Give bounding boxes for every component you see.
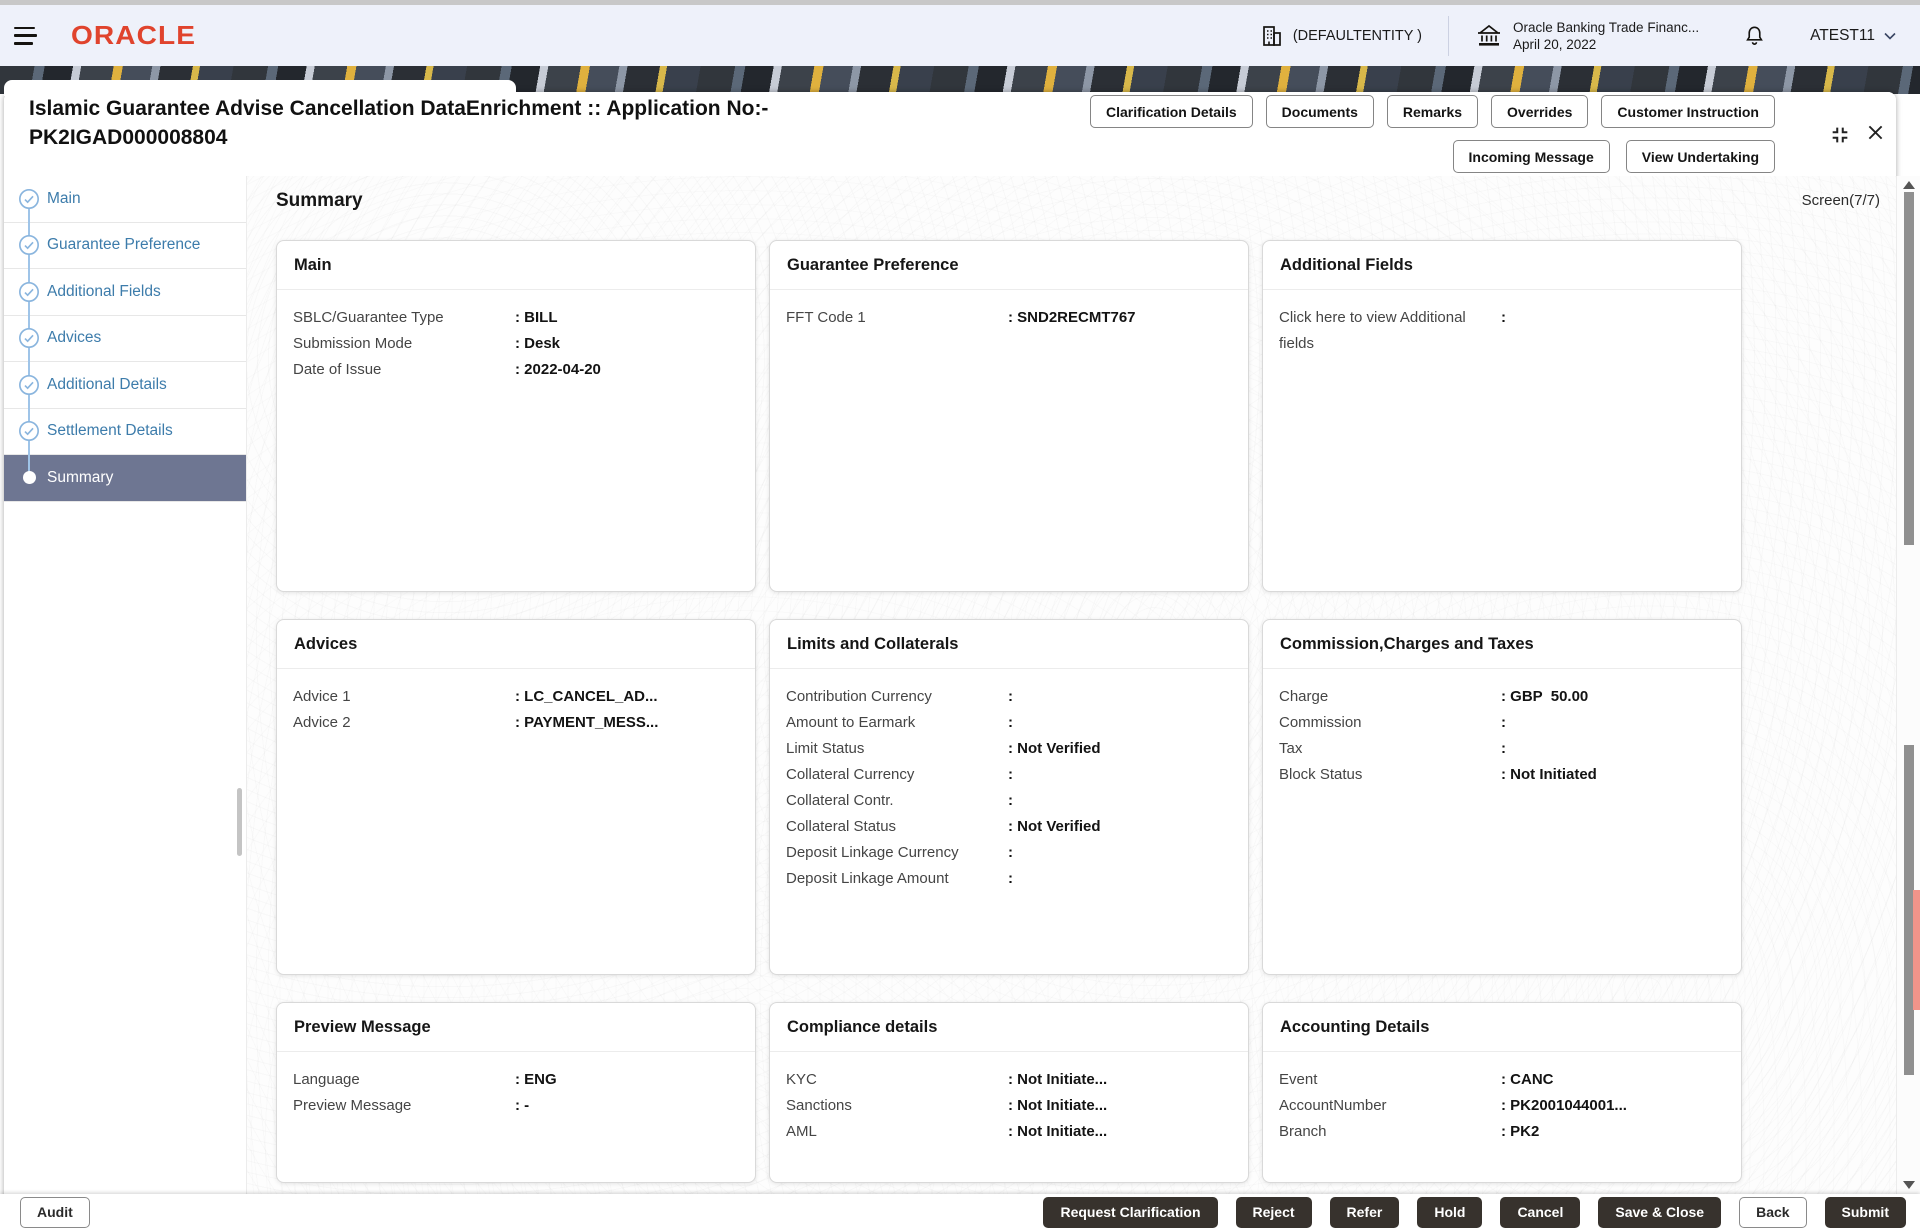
entity-label: (DEFAULTENTITY ) [1292,27,1422,44]
field-value: : Desk [515,335,561,352]
field-label: Advice 2 [293,714,351,731]
field-label: Amount to Earmark [786,714,916,731]
field-row [1279,305,1725,357]
page-title-line2: PK2IGAD000008804 [29,126,228,149]
field-label: Language [293,1071,360,1088]
field-row [293,1093,739,1119]
field-label: Preview Message [293,1097,412,1114]
field-row [293,357,739,383]
field-row [293,684,739,710]
step-check-icon [18,327,40,349]
field-value: : [1501,309,1506,326]
page-title [29,94,768,152]
field-label: SBLC/Guarantee Type [293,309,444,326]
field-label: Branch [1279,1123,1327,1140]
hamburger-menu-icon[interactable] [12,26,38,46]
sidebar-item-summary[interactable] [4,455,246,502]
field-row [293,305,739,331]
sidebar-item-label: Settlement Details [47,422,173,440]
sidebar-item-label: Guarantee Preference [47,236,201,254]
step-check-icon [18,234,40,256]
sidebar-item-settlement-details[interactable] [4,409,246,456]
field-value: : - [515,1097,530,1114]
field-label: Advice 1 [293,688,351,705]
footer-actions [1043,1197,1920,1228]
field-label: Tax [1279,740,1303,757]
field-label: KYC [786,1071,817,1088]
field-label: Date of Issue [293,361,382,378]
field-label: Sanctions [786,1097,852,1114]
app-info-text [1513,19,1699,53]
field-value: : Not Verified [1008,818,1101,835]
field-row [786,1067,1232,1093]
vertical-scrollbar[interactable] [1896,176,1920,1194]
field-value: : SND2RECMT767 [1008,309,1136,326]
field-row [786,762,1232,788]
main-panel [4,92,1896,1230]
overrides-button[interactable]: Overrides [1491,95,1588,128]
card-title: Advices [277,620,755,669]
scroll-up-arrow[interactable] [1903,181,1915,189]
card-limits-and-collaterals[interactable] [769,619,1249,975]
scroll-down-arrow[interactable] [1903,1181,1915,1189]
field-label: Submission Mode [293,335,413,352]
user-name: ATEST11 [1810,26,1875,44]
scrollbar-red-marker [1913,890,1920,1010]
user-menu[interactable] [1810,27,1898,45]
field-value: : LC_CANCEL_AD... [515,688,658,705]
field-label: Collateral Contr. [786,792,894,809]
field-value: : [1501,714,1506,731]
field-row [786,684,1232,710]
audit-button[interactable]: Audit [20,1197,90,1228]
field-value: : [1501,740,1506,757]
field-value: : PK2001044001... [1501,1097,1627,1114]
card-body [1263,669,1741,788]
summary-content [247,176,1896,1194]
field-label: AML [786,1123,817,1140]
field-row [1279,1093,1725,1119]
notifications-bell-icon[interactable] [1743,24,1766,47]
request-clarification-button[interactable]: Request Clarification [1043,1197,1217,1228]
field-row [786,710,1232,736]
footer-action-bar [0,1194,1920,1230]
card-body [770,669,1248,892]
app-name: Oracle Banking Trade Financ... [1513,19,1700,35]
topbar-right [1260,16,1898,56]
card-body [1263,290,1741,357]
field-row [293,1067,739,1093]
card-body [770,1052,1248,1145]
field-value: : Not Initiate... [1008,1097,1108,1114]
bank-icon [1475,22,1503,50]
card-body [277,290,755,383]
topbar [0,5,1920,66]
field-row [1279,710,1725,736]
card-body [277,1052,755,1119]
sidebar-item-label: Summary [47,468,114,486]
active-step-dot [18,467,40,489]
summary-cards-grid [247,214,1896,1183]
card-commission-charges-and-taxes[interactable] [1262,619,1742,975]
refer-button[interactable]: Refer [1330,1197,1400,1228]
field-value: : BILL [515,309,558,326]
field-row [786,788,1232,814]
field-value: : Not Initiated [1501,766,1597,783]
field-value: : [1008,714,1013,731]
topbar-divider [1448,16,1449,56]
card-compliance-details[interactable] [769,1002,1249,1183]
panel-top-tab [4,80,516,96]
field-value: : ENG [515,1071,557,1088]
field-value: : GBP 50.00 [1501,688,1589,705]
field-row [293,331,739,357]
step-check-icon [18,281,40,303]
panel-header [4,92,1896,176]
cancel-button[interactable]: Cancel [1500,1197,1580,1228]
field-label: Collateral Status [786,818,897,835]
sidebar-item-label: Main [47,189,81,207]
card-title: Accounting Details [1263,1003,1741,1052]
card-title: Main [277,241,755,290]
field-label: Collateral Currency [786,766,915,783]
card-title: Limits and Collaterals [770,620,1248,669]
field-value: : CANC [1501,1071,1554,1088]
step-check-icon [18,420,40,442]
field-row [1279,762,1725,788]
field-label: Deposit Linkage Currency [786,844,959,861]
field-row [786,814,1232,840]
field-row [293,710,739,736]
field-label: Contribution Currency [786,688,932,705]
oracle-logo: ORACLE [71,20,197,50]
field-value: : [1008,870,1013,887]
content-header [247,176,1896,214]
sidebar-item-label: Additional Fields [47,282,161,300]
card-body [277,669,755,736]
field-row [786,866,1232,892]
app-date: April 20, 2022 [1513,36,1597,52]
card-main[interactable] [276,240,756,592]
sidebar-item-guarantee-preference[interactable] [4,223,246,270]
field-value: : Not Verified [1008,740,1101,757]
field-value: : [1008,688,1013,705]
field-row [786,1119,1232,1145]
summary-heading: Summary [276,190,363,211]
scrollbar-thumb-top[interactable] [1904,192,1914,545]
back-button[interactable]: Back [1739,1197,1806,1228]
close-icon[interactable] [1865,122,1886,143]
remarks-button[interactable]: Remarks [1387,95,1478,128]
save-close-button[interactable]: Save & Close [1598,1197,1721,1228]
sidebar-item-advices[interactable] [4,316,246,363]
field-row [786,840,1232,866]
field-label: Limit Status [786,740,865,757]
sidebar-item-additional-fields[interactable] [4,269,246,316]
app-info[interactable] [1475,19,1699,53]
documents-button[interactable]: Documents [1266,95,1374,128]
card-guarantee-preference[interactable] [769,240,1249,592]
field-label: Event [1279,1071,1318,1088]
field-label: Charge [1279,688,1329,705]
field-row [1279,1119,1725,1145]
field-row [786,1093,1232,1119]
field-label: AccountNumber [1279,1097,1387,1114]
sidebar-scrollbar-thumb[interactable] [237,788,242,856]
field-label: Commission [1279,714,1362,731]
header-buttons-row1 [1090,95,1775,128]
step-check-icon [18,188,40,210]
field-label: Block Status [1279,766,1363,783]
field-row [1279,736,1725,762]
field-value: : [1008,844,1013,861]
sidebar-item-additional-details[interactable] [4,362,246,409]
field-row [1279,684,1725,710]
field-row [786,305,1232,331]
field-label: FFT Code 1 [786,309,866,326]
entity-selector[interactable] [1260,24,1422,48]
card-advices[interactable] [276,619,756,975]
field-value: : PK2 [1501,1123,1540,1140]
field-value: : 2022-04-20 [515,361,601,378]
field-value: : [1008,792,1013,809]
chevron-down-icon [1882,28,1898,44]
page-title-line1: Islamic Guarantee Advise Cancellation DataEnrichment :: Application No:- [29,97,769,120]
field-label: Click here to view Additional fields [1279,309,1466,352]
collapse-icon[interactable] [1829,124,1851,146]
reject-button[interactable]: Reject [1236,1197,1312,1228]
view-undertaking-button[interactable]: View Undertaking [1626,140,1775,173]
card-accounting-details[interactable] [1262,1002,1742,1183]
screen-indicator: Screen(7/7) [1801,192,1880,209]
card-title: Compliance details [770,1003,1248,1052]
card-body [1263,1052,1741,1145]
building-icon [1260,24,1284,48]
steps-sidebar [4,176,247,1194]
sidebar-item-label: Additional Details [47,375,167,393]
card-body [770,290,1248,331]
card-title: Commission,Charges and Taxes [1263,620,1741,669]
card-title: Preview Message [277,1003,755,1052]
sidebar-item-label: Advices [47,329,102,347]
card-preview-message[interactable] [276,1002,756,1183]
customer-instruction-button[interactable]: Customer Instruction [1601,95,1775,128]
submit-button[interactable]: Submit [1825,1197,1906,1228]
field-value: : PAYMENT_MESS... [515,714,659,731]
card-title: Additional Fields [1263,241,1741,290]
field-value: : Not Initiate... [1008,1123,1108,1140]
step-check-icon [18,374,40,396]
clarification-details-button[interactable]: Clarification Details [1090,95,1253,128]
field-row [1279,1067,1725,1093]
field-value: : [1008,766,1013,783]
card-title: Guarantee Preference [770,241,1248,290]
card-additional-fields[interactable] [1262,240,1742,592]
field-row [786,736,1232,762]
incoming-message-button[interactable]: Incoming Message [1453,140,1610,173]
field-value: : Not Initiate... [1008,1071,1108,1088]
sidebar-item-main[interactable] [4,176,246,223]
field-label: Deposit Linkage Amount [786,870,949,887]
header-buttons-row2 [1453,140,1775,173]
hold-button[interactable]: Hold [1417,1197,1482,1228]
